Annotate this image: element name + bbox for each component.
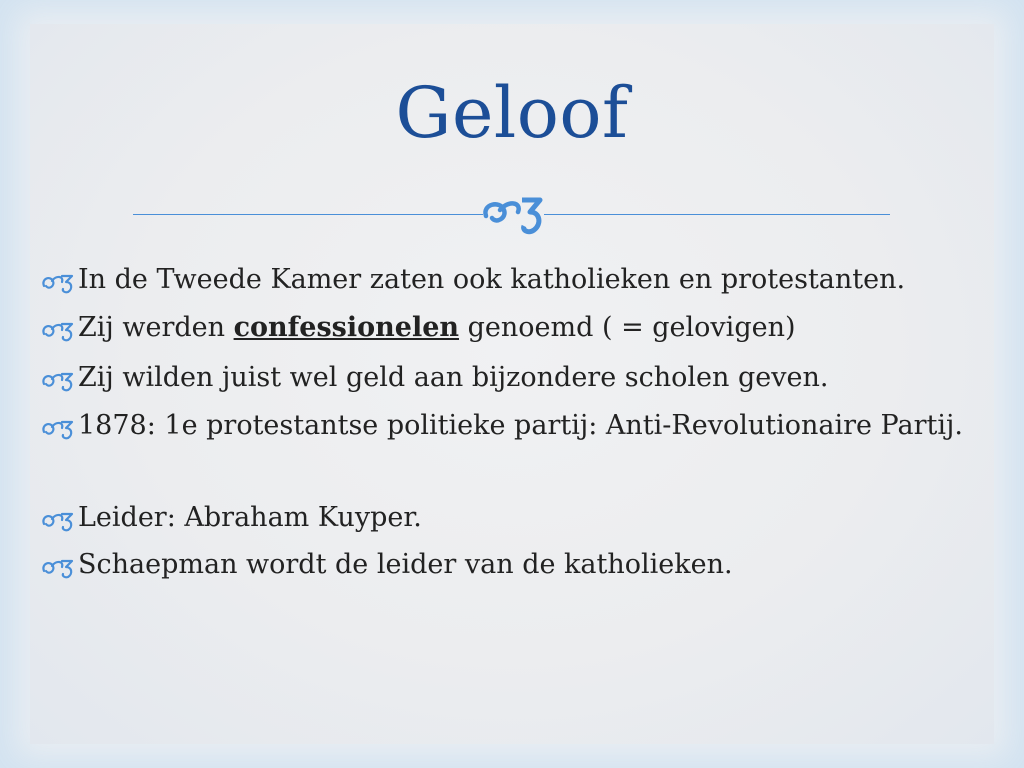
bullet-icon bbox=[40, 508, 74, 532]
bullet-icon bbox=[40, 555, 74, 579]
bullet-icon bbox=[40, 416, 74, 440]
bullet-text: Schaepman wordt de leider van de katholieken. bbox=[78, 549, 733, 580]
bullet-item bbox=[40, 499, 1000, 537]
bullet-item bbox=[40, 546, 1000, 584]
bullet-text: Zij wilden juist wel geld aan bijzondere scholen geven. bbox=[78, 362, 829, 393]
bullet-text: Leider: Abraham Kuyper. bbox=[78, 502, 422, 533]
bullet-item bbox=[40, 407, 1000, 445]
bullet-icon bbox=[40, 368, 74, 392]
bullet-icon bbox=[40, 318, 74, 342]
bullet-text-before: Zij werden bbox=[78, 312, 234, 343]
bullet-item bbox=[40, 359, 1000, 397]
emphasized-term: confessionelen bbox=[233, 312, 460, 343]
bullet-text bbox=[78, 309, 1000, 347]
bullet-text: 1878: 1e protestantse politieke partij: Anti-Revolutionaire Partij. bbox=[78, 410, 963, 441]
bullet-item bbox=[40, 261, 1000, 299]
bullet-item bbox=[40, 309, 1000, 347]
slide-title: Geloof bbox=[395, 72, 629, 154]
bullet-text-after: genoemd ( = gelovigen) bbox=[459, 312, 796, 343]
bullet-icon bbox=[40, 270, 74, 294]
bullet-text: In de Tweede Kamer zaten ook katholieken en protestanten. bbox=[78, 264, 906, 295]
